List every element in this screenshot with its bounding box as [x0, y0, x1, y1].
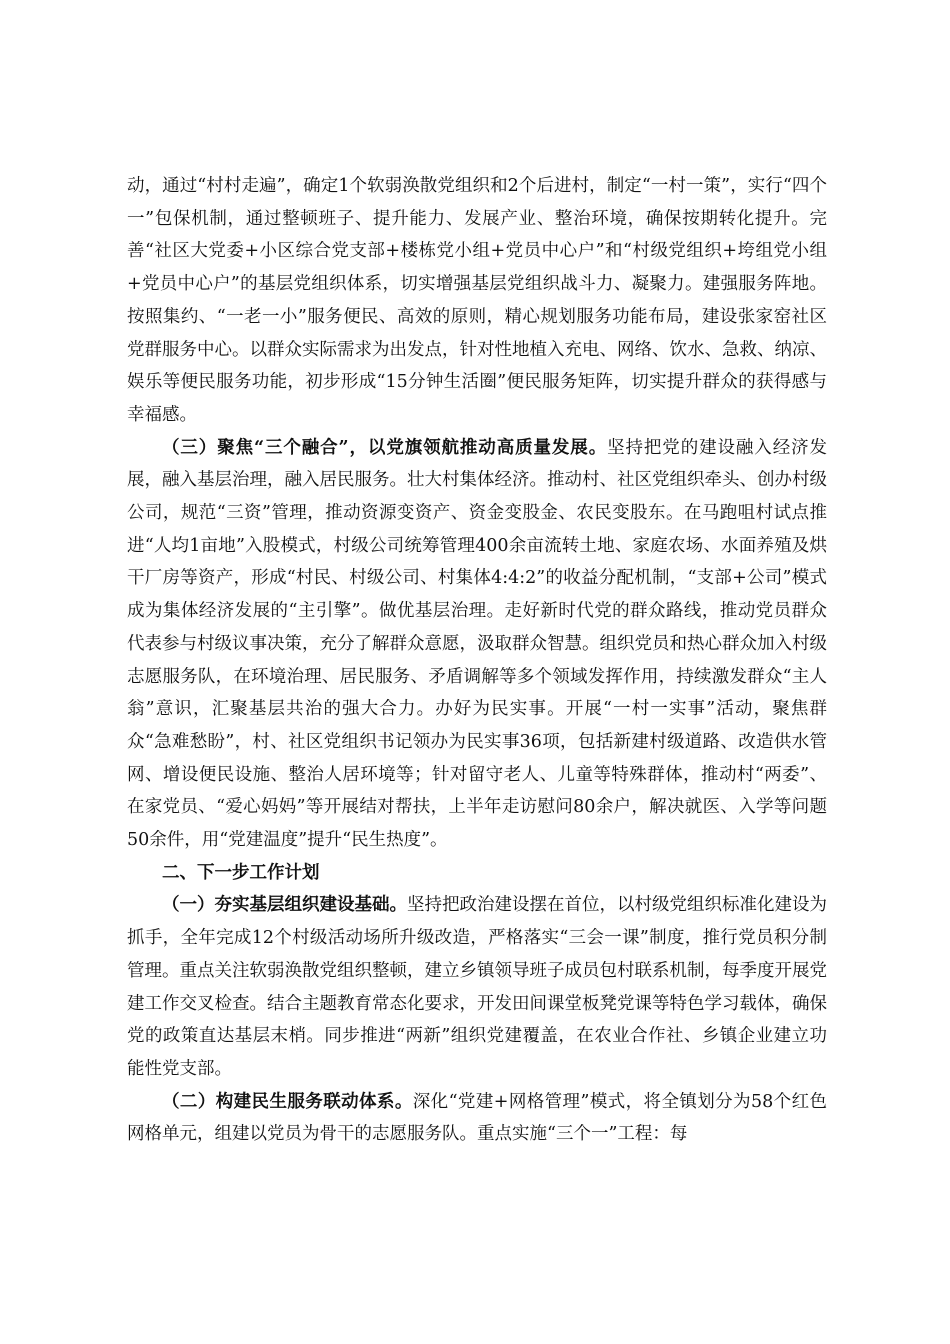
plan-2-heading: （二）构建民生服务联动体系。: [162, 1091, 413, 1112]
plan-1-heading: （一）夯实基层组织建设基础。: [162, 895, 407, 916]
next-steps-heading-paragraph: [127, 857, 827, 890]
paragraph-2-text: 坚持把党的建设融入经济发展，融入基层治理，融入居民服务。壮大村集体经济。推动村、社区党组织牵头、创办村级公司，规范“三资”管理，推动资源变资产、资金变股金、农民变股东。在马跑咀村试点推进“人均1亩地”入股模式，村级公司统筹管理400余亩流转土地、家庭农场、水面养殖及烘干厂房等资产，形成“村民、村级公司、村集体4:4:2”的收益分配机制，“支部+公司”模式成为集体经济发展的“主引擎”。做优基层治理。走好新时代党的群众路线，推动党员群众代表参与村级议事决策，充分了解群众意愿，汲取群众智慧。组织党员和热心群众加入村级志愿服务队，在环境治理、居民服务、矛盾调解等多个领域发挥作用，持续激发群众“主人翁”意识，汇聚基层共治的强大合力。办好为民实事。开展“一村一实事”活动，聚焦群众“急难愁盼”，村、社区党组织书记领办为民实事36项，包括新建村级道路、改造供水管网、增设便民设施、整治人居环境等；针对留守老人、儿童等特殊群体，推动村“两委”、在家党员、“爱心妈妈”等开展结对帮扶，上半年走访慰问80余户，解决就医、入学等问题50余件，用“党建温度”提升“民生热度”。: [127, 437, 827, 851]
plan-2-text: 深化“党建+网格管理”模式，将全镇划分为58个红色网格单元，组建以党员为骨干的志愿服务队。重点实施“三个一”工程：每: [127, 1091, 828, 1145]
paragraph-plan-1: [127, 889, 827, 1085]
section-3-heading: （三）聚焦“三个融合”，以党旗领航推动高质量发展。: [162, 437, 608, 458]
document-body: [127, 170, 827, 1151]
plan-1-text: 坚持把政治建设摆在首位，以村级党组织标准化建设为抓手，全年完成12个村级活动场所升级改造，严格落实“三会一课”制度，推行党员积分制管理。重点关注软弱涣散党组织整顿，建立乡镇领导班子成员包村联系机制，每季度开展党建工作交叉检查。结合主题教育常态化要求，开发田间课堂板凳党课等特色学习载体，确保党的政策直达基层末梢。同步推进“两新”组织党建覆盖，在农业合作社、乡镇企业建立功能性党支部。: [127, 895, 827, 1079]
paragraph-section-3: [127, 432, 827, 857]
paragraph-continuation: [127, 170, 827, 432]
paragraph-1-text: 动，通过“村村走遍”，确定1个软弱涣散党组织和2个后进村，制定“一村一策”，实行“四个一”包保机制，通过整顿班子、提升能力、发展产业、整治环境，确保按期转化提升。完善“社区大党委+小区综合党支部+楼栋党小组+党员中心户”和“村级党组织+垮组党小组+党员中心户”的基层党组织体系，切实增强基层党组织战斗力、凝聚力。建强服务阵地。按照集约、“一老一小”服务便民、高效的原则，精心规划服务功能布局，建设张家窑社区党群服务中心。以群众实际需求为出发点，针对性地植入充电、网络、饮水、急救、纳凉、娱乐等便民服务功能，初步形成“15分钟生活圈”便民服务矩阵，切实提升群众的获得感与幸福感。: [127, 176, 827, 425]
paragraph-plan-2: [127, 1086, 827, 1151]
next-steps-heading: 二、下一步工作计划: [162, 862, 320, 883]
